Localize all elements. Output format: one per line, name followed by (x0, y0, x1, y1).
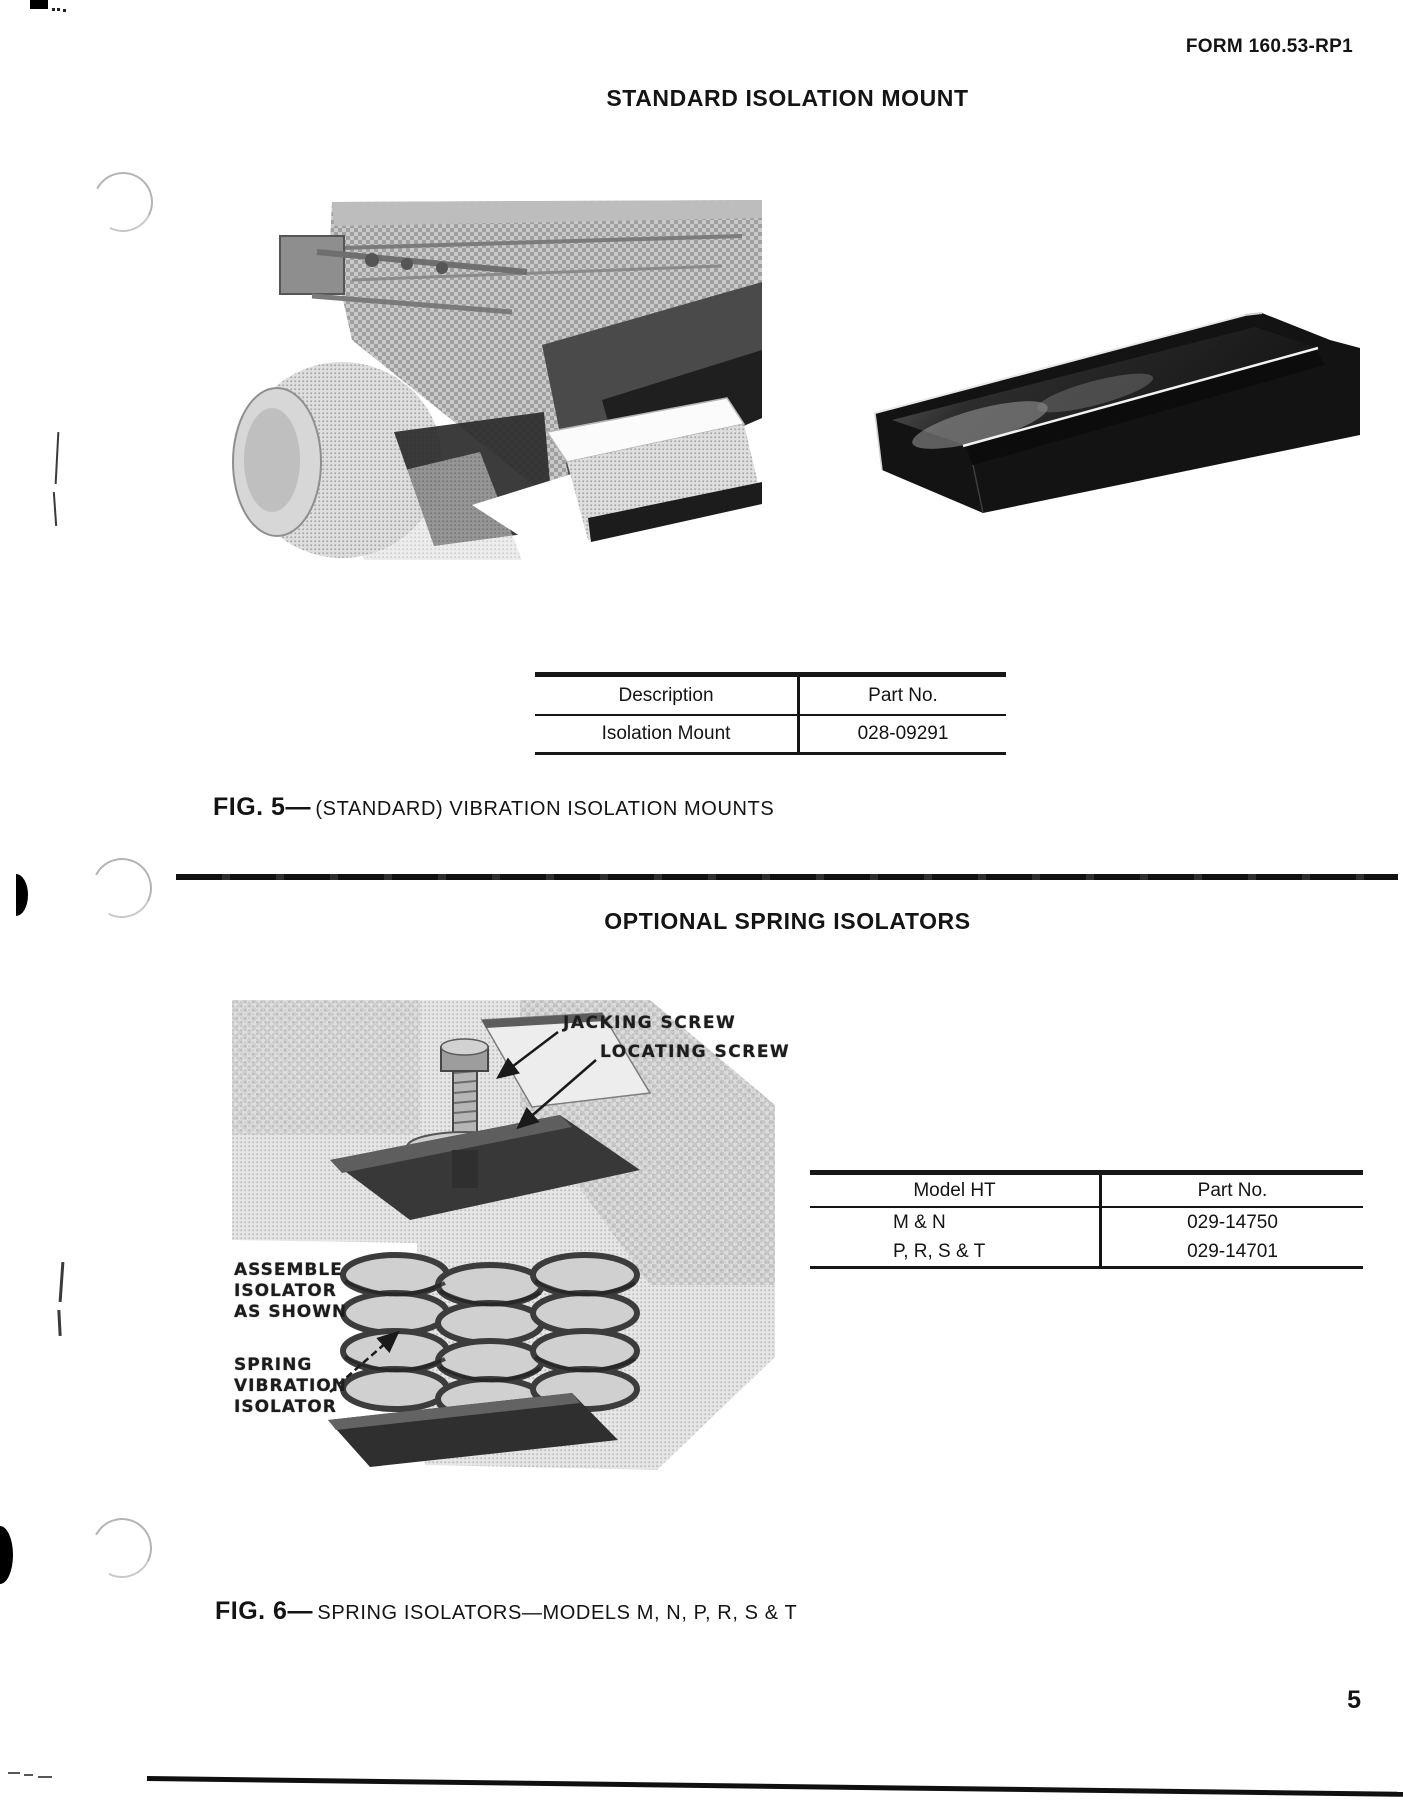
scan-artifact-line (57, 1310, 61, 1336)
section-divider-rule (176, 874, 1398, 880)
hole-punch-mark (84, 850, 160, 926)
assemble-isolator-label (234, 1260, 347, 1323)
figure6-caption-text: SPRING ISOLATORS—MODELS M, N, P, R, S & T (317, 1602, 798, 1624)
hole-punch-mark (84, 1510, 160, 1586)
spring-table-cell-partno-2: 029-14701 (1101, 1237, 1364, 1268)
machine-on-mount-photo (222, 200, 762, 560)
figure5-caption-prefix: FIG. 5— (213, 793, 311, 821)
bottom-page-rule (147, 1776, 1403, 1797)
standard-table-header-partno: Part No. (799, 675, 1007, 716)
standard-table-cell-description: Isolation Mount (535, 715, 799, 754)
spring-table-cell-model-2: P, R, S & T (810, 1237, 1101, 1268)
page-number: 5 (1347, 1686, 1361, 1714)
assemble-isolator-label-line2: ISOLATOR (234, 1281, 337, 1301)
figure5-caption (213, 793, 774, 822)
form-number: FORM 160.53-RP1 (1185, 36, 1353, 57)
figure5-caption-text: (STANDARD) VIBRATION ISOLATION MOUNTS (315, 798, 775, 820)
standard-mount-table (535, 672, 1006, 755)
standard-table-header-row (535, 675, 1006, 716)
scan-artifact-dot (63, 9, 66, 12)
figure6-caption (215, 1597, 797, 1626)
isolation-mount-channel-photo (860, 285, 1360, 530)
assemble-isolator-label-line1: ASSEMBLE (234, 1260, 343, 1280)
figure6-caption-prefix: FIG. 6— (215, 1597, 313, 1625)
spring-table-header-model: Model HT (810, 1173, 1101, 1208)
spring-isolator-table (810, 1170, 1363, 1269)
spring-table-row-1 (810, 1207, 1363, 1237)
standard-section-title: STANDARD ISOLATION MOUNT (606, 85, 969, 111)
scan-artifact-line (55, 432, 60, 484)
scan-artifact-corner-block (30, 0, 48, 9)
standard-table-row (535, 715, 1006, 754)
binding-mark (0, 1526, 13, 1584)
spring-table-cell-partno-1: 029-14750 (1101, 1207, 1364, 1237)
scan-artifact-dot (57, 8, 60, 11)
assemble-isolator-label-line3: AS SHOWN (234, 1302, 348, 1322)
optional-section-title: OPTIONAL SPRING ISOLATORS (604, 908, 971, 934)
spring-table-header-partno: Part No. (1101, 1173, 1364, 1208)
spring-vibration-isolator-label-line2: VIBRATION (234, 1376, 347, 1396)
scan-artifact-line (59, 1262, 65, 1302)
scan-artifact-line (53, 492, 57, 526)
spring-table-header-row (810, 1173, 1363, 1208)
spring-table-row-2 (810, 1237, 1363, 1268)
hole-punch-mark (85, 164, 161, 240)
standard-table-header-description: Description (535, 675, 799, 716)
locating-screw-label: LOCATING SCREW (600, 1042, 791, 1062)
scan-artifact-dash (8, 1772, 20, 1774)
spring-vibration-isolator-label-line3: ISOLATOR (234, 1397, 337, 1417)
scan-artifact-dash (38, 1776, 52, 1778)
binding-mark (16, 874, 28, 916)
scan-artifact-dot (52, 8, 55, 11)
spring-vibration-isolator-label (234, 1355, 347, 1418)
jacking-screw-label: JACKING SCREW (563, 1013, 737, 1033)
spring-vibration-isolator-label-line1: SPRING (234, 1355, 313, 1375)
spring-table-cell-model-1: M & N (893, 1211, 946, 1233)
scan-artifact-dash (24, 1774, 33, 1776)
standard-table-cell-partno: 028-09291 (799, 715, 1007, 754)
